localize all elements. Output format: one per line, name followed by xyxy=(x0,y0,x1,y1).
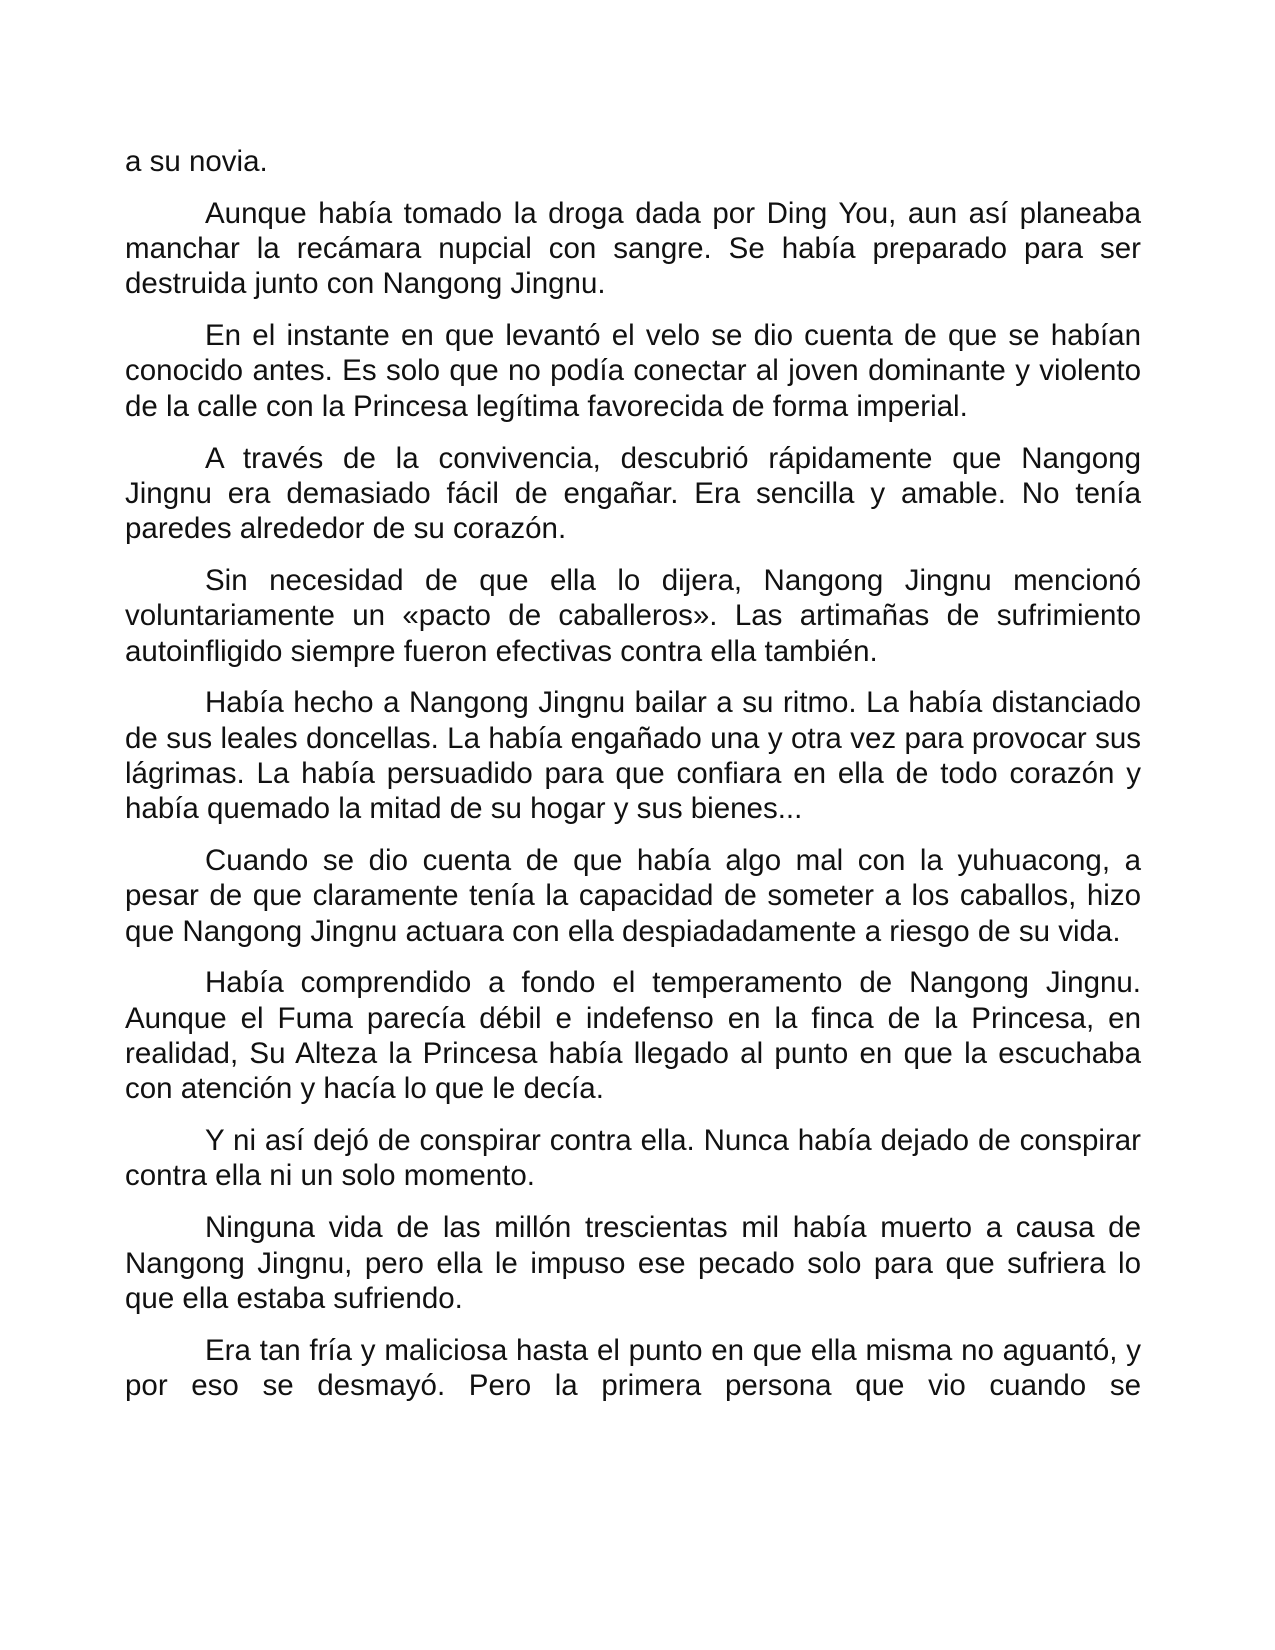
paragraph-8: Había comprendido a fondo el temperamento de Nangong Jingnu. Aunque el Fuma parecía débil e indefenso en la finca de la Princesa, en realidad, Su Alteza la Princesa había llegado al punto en que la escuchaba con atención y hacía lo que le decía. xyxy=(125,966,1141,1106)
paragraph-1: a su novia. xyxy=(125,145,268,178)
paragraph-4: A través de la convivencia, descubrió rápidamente que Nangong Jingnu era demasiado fácil de engañar. Era sencilla y amable. No tenía paredes alrededor de su corazón. xyxy=(125,441,1141,546)
document-page xyxy=(125,144,1141,1403)
paragraph-5: Sin necesidad de que ella lo dijera, Nangong Jingnu mencionó voluntariamente un «pacto de caballeros». Las artimañas de sufrimiento autoinfligido siempre fueron efectivas contra ella también. xyxy=(125,563,1141,668)
paragraph-7: Cuando se dio cuenta de que había algo mal con la yuhuacong, a pesar de que claramente tenía la capacidad de someter a los caballos, hizo que Nangong Jingnu actuara con ella despiadadamente a riesgo de su vida. xyxy=(125,844,1141,948)
paragraph-10: Ninguna vida de las millón trescientas mil había muerto a causa de Nangong Jingnu, pero ella le impuso ese pecado solo para que sufriera lo que ella estaba sufriendo. xyxy=(125,1211,1141,1315)
paragraph-9: Y ni así dejó de conspirar contra ella. Nunca había dejado de conspirar contra ella ni un solo momento. xyxy=(125,1124,1141,1193)
paragraph-3: En el instante en que levantó el velo se dio cuenta de que se habían conocido antes. Es solo que no podía conectar al joven dominante y violento de la calle con la Princesa legítima favorecida de forma imperial. xyxy=(125,319,1141,423)
paragraph-11: Era tan fría y maliciosa hasta el punto en que ella misma no aguantó, y por eso se desmayó. Pero la primera persona que vio cuando se xyxy=(125,1333,1141,1402)
paragraph-6: Había hecho a Nangong Jingnu bailar a su ritmo. La había distanciado de sus leales doncellas. La había engañado una y otra vez para provocar sus lágrimas. La había persuadido para que confiara en ella de todo corazón y había quemado la mitad de su hogar y sus bienes... xyxy=(125,686,1141,826)
paragraph-2: Aunque había tomado la droga dada por Ding You, aun así planeaba manchar la recámara nupcial con sangre. Se había preparado para ser destruida junto con Nangong Jingnu. xyxy=(125,196,1141,301)
